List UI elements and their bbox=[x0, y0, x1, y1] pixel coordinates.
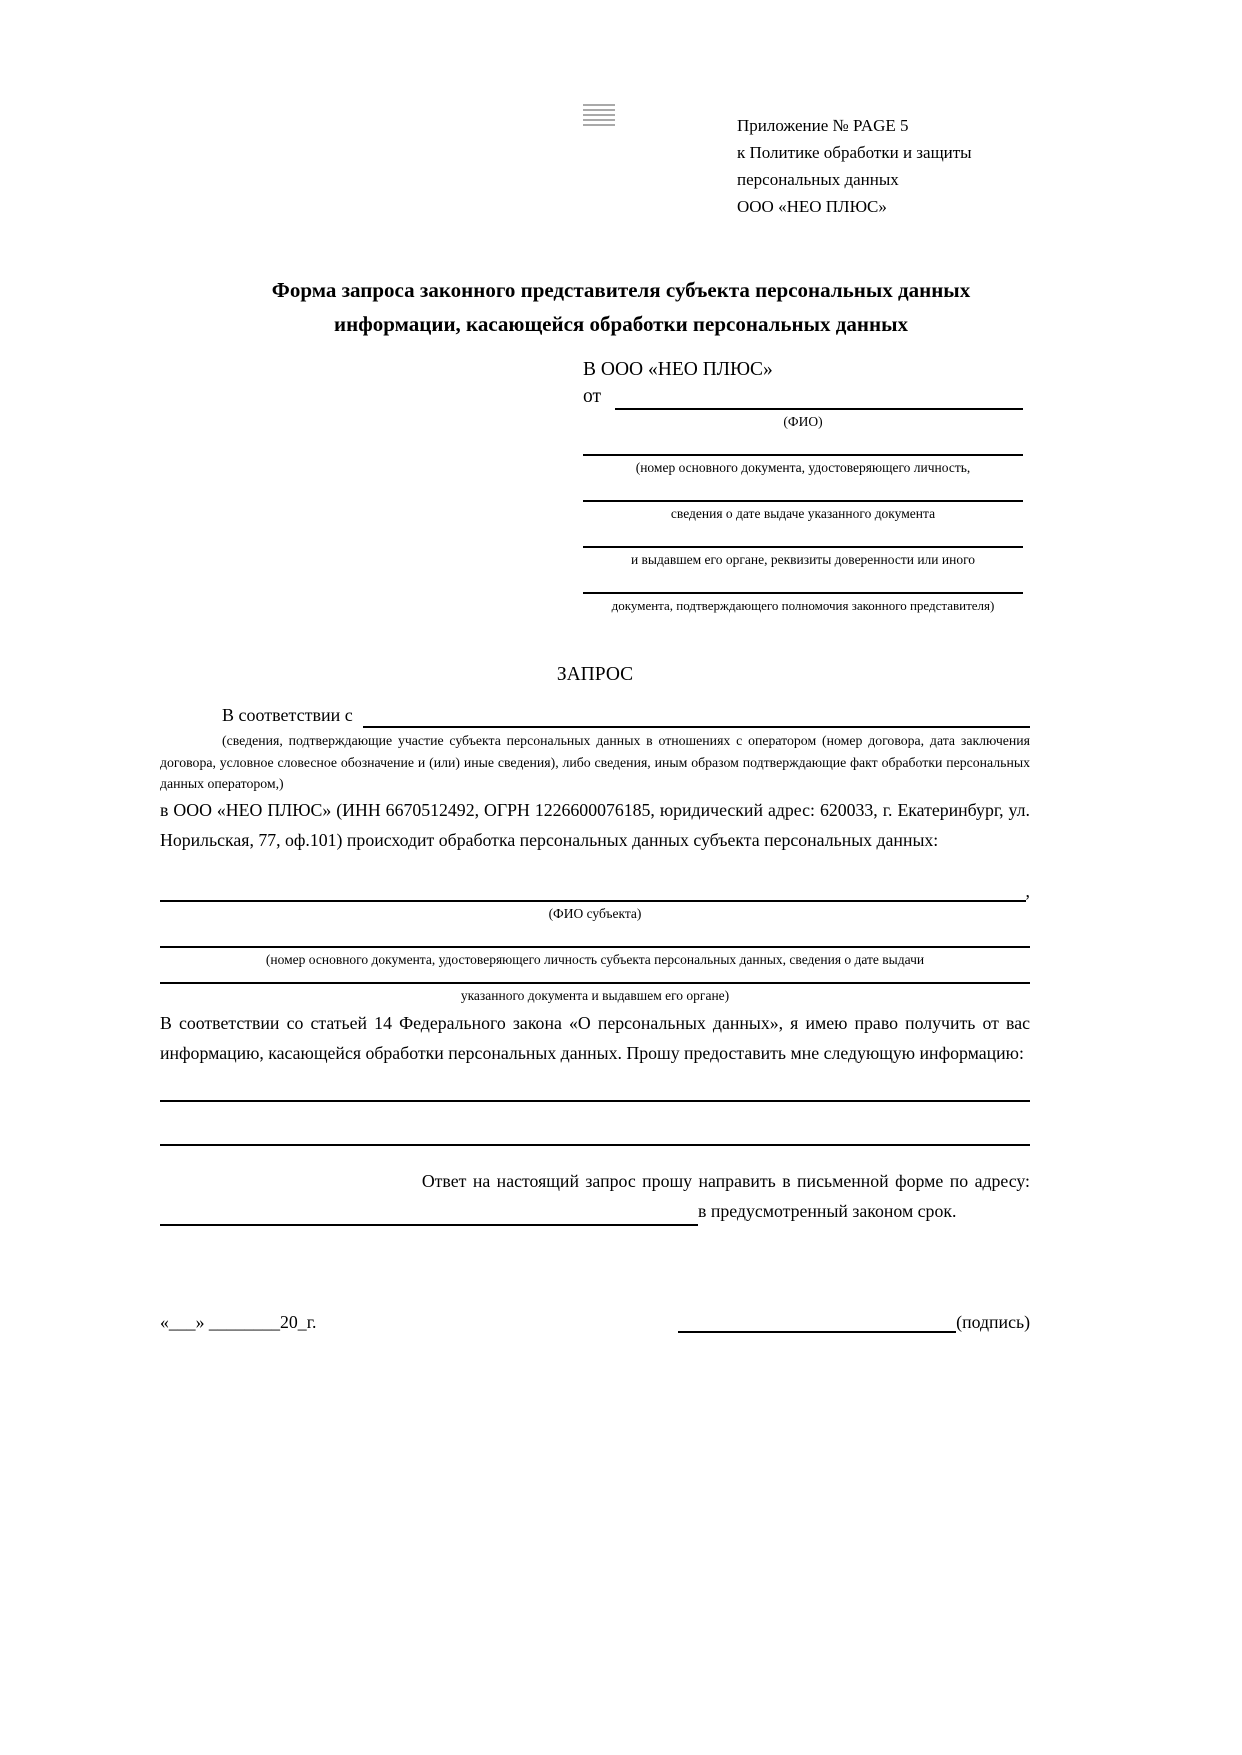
authority-caption: документа, подтверждающего полномочия законного представителя) bbox=[611, 598, 995, 613]
signature-caption: (подпись) bbox=[956, 1311, 1030, 1332]
date-line: «___» ________20_г. bbox=[160, 1311, 317, 1332]
embedded-object-icon bbox=[583, 104, 615, 128]
issuer-caption: и выдавшем его органе, реквизиты доверенности или иного bbox=[630, 552, 976, 567]
fill-line-info-2 bbox=[160, 1102, 1030, 1146]
document-title-line1: Форма запроса законного представителя субъекта персональных данных bbox=[271, 278, 971, 302]
reply-instruction: Ответ на настоящий запрос прошу направить в письменной форме по адресу: bbox=[421, 1170, 1030, 1191]
fill-line-info-1 bbox=[160, 1068, 1030, 1102]
fill-line-authority-doc bbox=[583, 568, 1023, 594]
addressee-to: В ООО «НЕО ПЛЮС» bbox=[583, 359, 773, 380]
doc-number-caption: (номер основного документа, удостоверяющего личность, bbox=[635, 460, 971, 475]
trailing-comma: , bbox=[1025, 880, 1030, 901]
accordance-line bbox=[160, 702, 1030, 728]
fio-caption: (ФИО) bbox=[783, 414, 823, 429]
subject-fio-caption: (ФИО субъекта) bbox=[548, 905, 642, 921]
fill-line-reply-address bbox=[160, 1224, 698, 1226]
fill-line-signature bbox=[678, 1331, 956, 1333]
appendix-line: персональных данных bbox=[737, 170, 899, 189]
signature-row bbox=[160, 1312, 1030, 1333]
fill-line-subject-doc2 bbox=[160, 968, 1030, 984]
subject-fio-line bbox=[160, 881, 1030, 902]
operator-paragraph: в ООО «НЕО ПЛЮС» (ИНН 6670512492, ОГРН 1226600076185, юридический адрес: 620033, г. Екатеринбург, ул. Норильская, 77, оф.101) происходит обработка персональных данных субъекта персональных данных: bbox=[160, 799, 1030, 850]
subject-doc-caption1: (номер основного документа, удостоверяющего личность субъекта персональных данных, сведения о дате выдачи bbox=[265, 951, 925, 967]
appendix-line: ООО «НЕО ПЛЮС» bbox=[737, 197, 887, 216]
reply-tail-text: в предусмотренный законом срок. bbox=[698, 1200, 957, 1221]
addressee-block bbox=[583, 356, 1023, 614]
from-label: от bbox=[583, 386, 602, 407]
fill-line-accordance bbox=[363, 726, 1030, 728]
addressee-from-line bbox=[583, 383, 1023, 410]
appendix-line: Приложение № PAGE 5 bbox=[737, 116, 909, 135]
law-paragraph: В соответствии со статьей 14 Федерального закона «О персональных данных», я имею право получить от вас информацию, касающейся обработки персональных данных. Прошу предоставить мне следующую информацию: bbox=[160, 1012, 1030, 1063]
subject-doc-caption2: указанного документа и выдавшем его органе) bbox=[460, 987, 730, 1003]
request-heading: ЗАПРОС bbox=[556, 664, 634, 685]
fill-line-subject-doc bbox=[160, 922, 1030, 948]
document-title-line2: информации, касающейся обработки персональных данных bbox=[334, 312, 908, 336]
fill-line-issue-date bbox=[583, 476, 1023, 502]
signature-block bbox=[678, 1312, 1030, 1333]
issue-date-caption: сведения о дате выдаче указанного документа bbox=[670, 506, 936, 521]
document-title bbox=[0, 273, 1242, 341]
reply-address-line bbox=[160, 1196, 1030, 1226]
appendix-header bbox=[737, 112, 972, 220]
accordance-prefix: В соответствии с bbox=[222, 705, 353, 725]
appendix-line: к Политике обработки и защиты bbox=[737, 143, 972, 162]
fill-line-representative-name bbox=[615, 408, 1023, 410]
fine-print-note: (сведения, подтверждающие участие субъекта персональных данных в отношениях с оператором (номер договора, дата заключения договора, условное словесное обозначение и (или) иные сведения), либо сведения, иным образом подтверждающие факт обработки персональных данных оператором,) bbox=[160, 733, 1030, 791]
fill-line-issuer bbox=[583, 522, 1023, 548]
fill-line-subject-fio bbox=[160, 900, 1026, 902]
document-body bbox=[160, 356, 1030, 1333]
fill-line-doc-number bbox=[583, 430, 1023, 456]
